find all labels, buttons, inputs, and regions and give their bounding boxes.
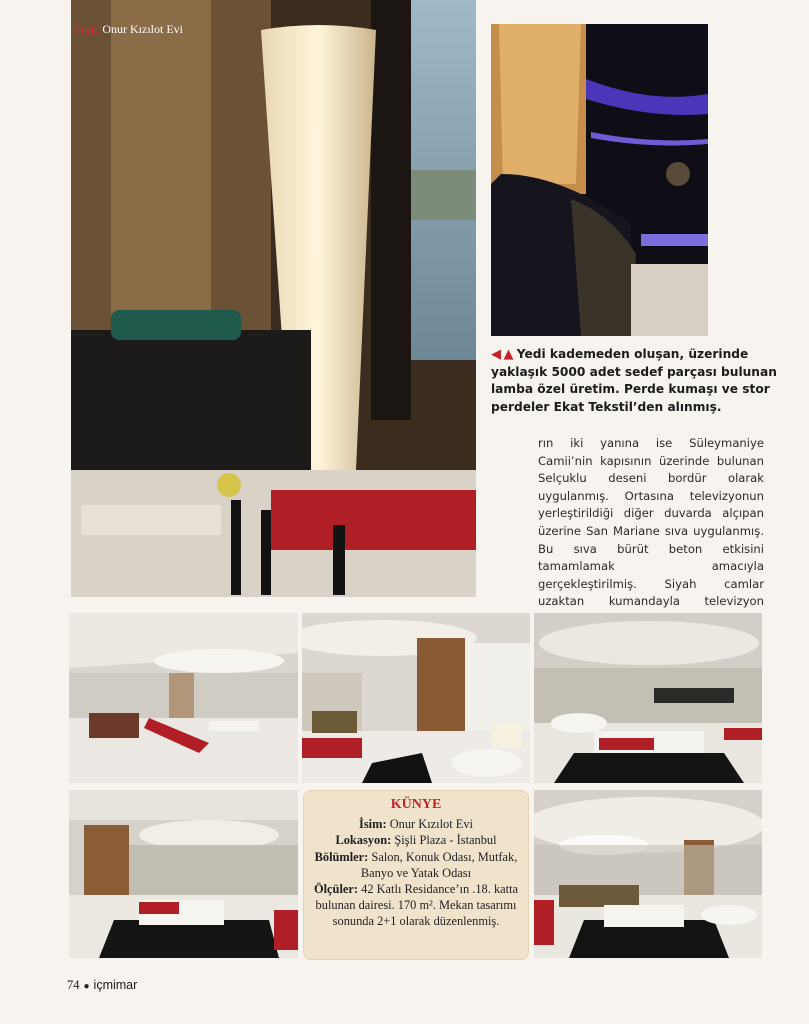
credits-title: KÜNYE bbox=[390, 797, 442, 812]
location-value: Şişli Plaza - İstanbul bbox=[394, 833, 497, 848]
caption-markers: ◀ ▲ bbox=[491, 347, 513, 362]
render-photo-3 bbox=[534, 613, 762, 783]
section-label: Proje bbox=[74, 22, 100, 36]
render-photo-4 bbox=[69, 790, 298, 958]
caption-text: Yedi kademeden oluşan, üzerinde yaklaşık 5000 adet sedef parçası bulunan lamba özel üretim. Perde kumaşı ve stor perdeler Ekat Tekstil’den alınmış. bbox=[491, 347, 777, 414]
magazine-name: içmimar bbox=[93, 978, 138, 992]
lamp-detail-photo bbox=[491, 24, 708, 336]
render-photo-1 bbox=[69, 613, 298, 783]
page-header bbox=[74, 22, 183, 37]
credits-location bbox=[304, 832, 528, 848]
location-label: Lokasyon: bbox=[335, 833, 392, 848]
render-photo-2 bbox=[302, 613, 530, 783]
page-number: 74 bbox=[67, 978, 80, 992]
credits-size bbox=[304, 881, 528, 930]
name-label: İsim: bbox=[359, 817, 387, 832]
main-photo bbox=[71, 0, 476, 597]
name-value: Onur Kızılot Evi bbox=[389, 817, 473, 832]
render-photo-5 bbox=[534, 790, 762, 958]
size-value: 42 Katlı Residance’ın .18. katta bulunan dairesi. 170 m². Mekan tasarımı sonunda 2+1 olarak düzenlenmiş. bbox=[315, 882, 519, 929]
sections-label: Bölümler: bbox=[314, 849, 369, 864]
credits-sections bbox=[304, 849, 528, 881]
bullet-icon: ● bbox=[83, 981, 90, 992]
photo-caption bbox=[491, 346, 787, 416]
article-body-text: rın iki yanına ise Süleymaniye Camii’nin kapısının üzerinde bulunan Selçuklu deseni bordür olarak uygulanmış. Ortasına televizyonun yerleştirildiği diğer duvarda alçıpan üzerine San Mariane sıva uygulanmış. Bu sıva bürüt beton etkisini tamamlamak amacıyla gerçekleştirilmiş. Siyah camlar uzaktan kumandayla televizyon bbox=[538, 436, 764, 609]
credits-name bbox=[304, 816, 528, 832]
size-label: Ölçüler: bbox=[313, 882, 359, 897]
sections-value: Salon, Konuk Odası, Mutfak, Banyo ve Yatak Odası bbox=[360, 849, 518, 880]
project-credits-box bbox=[303, 790, 529, 960]
project-title: Onur Kızılot Evi bbox=[102, 22, 183, 36]
page-footer bbox=[67, 978, 137, 993]
